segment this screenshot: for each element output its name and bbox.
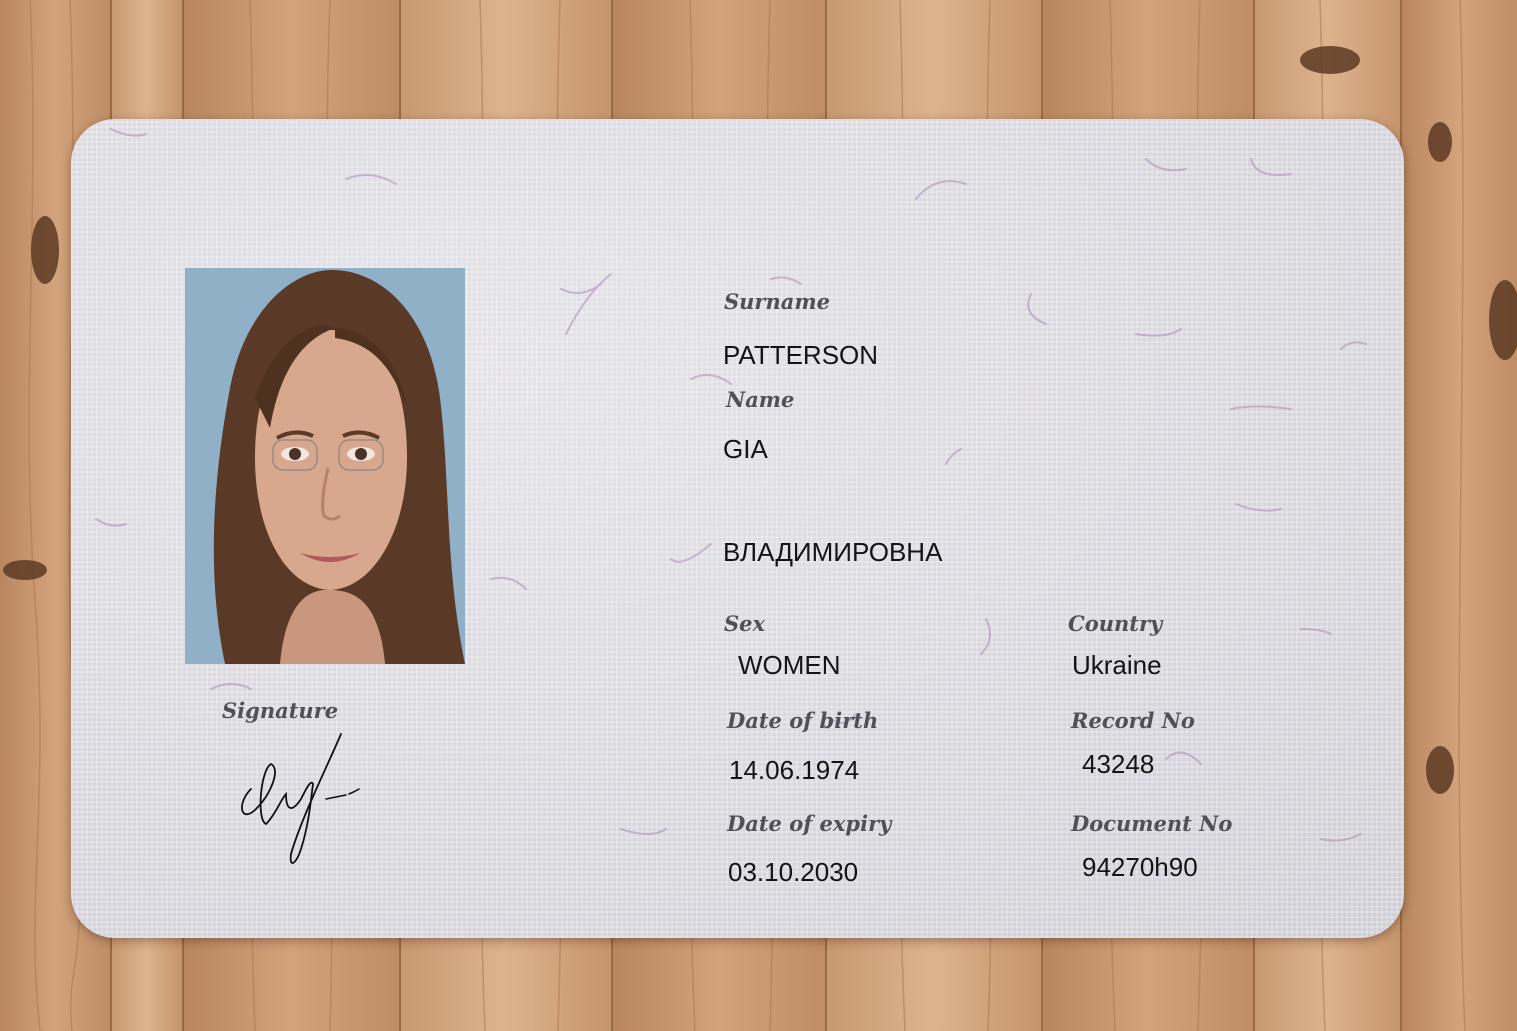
record-no-value: 43248: [1082, 749, 1155, 779]
name-value: GIA: [723, 434, 768, 464]
document-no-value: 94270h90: [1082, 852, 1198, 882]
date-of-birth-label: Date of birth: [727, 708, 879, 733]
sex-value: WOMEN: [738, 650, 841, 680]
sex-label: Sex: [724, 611, 766, 636]
date-of-birth-value: 14.06.1974: [729, 755, 860, 785]
country-label: Country: [1068, 611, 1163, 636]
name-label: Name: [726, 387, 795, 412]
record-no-label: Record No: [1071, 708, 1195, 733]
date-of-expiry-label: Date of expiry: [727, 811, 892, 836]
document-no-label: Document No: [1071, 811, 1233, 836]
surname-label: Surname: [724, 289, 830, 314]
portrait-photo: [185, 268, 465, 664]
signature-mark: [231, 729, 371, 869]
surname-value: PATTERSON: [723, 340, 879, 370]
country-value: Ukraine: [1072, 650, 1162, 680]
id-card: [71, 119, 1404, 938]
patronymic-value: ВЛАДИМИРОВНА: [723, 537, 943, 567]
signature-label: Signature: [222, 698, 339, 723]
date-of-expiry-value: 03.10.2030: [728, 857, 859, 887]
